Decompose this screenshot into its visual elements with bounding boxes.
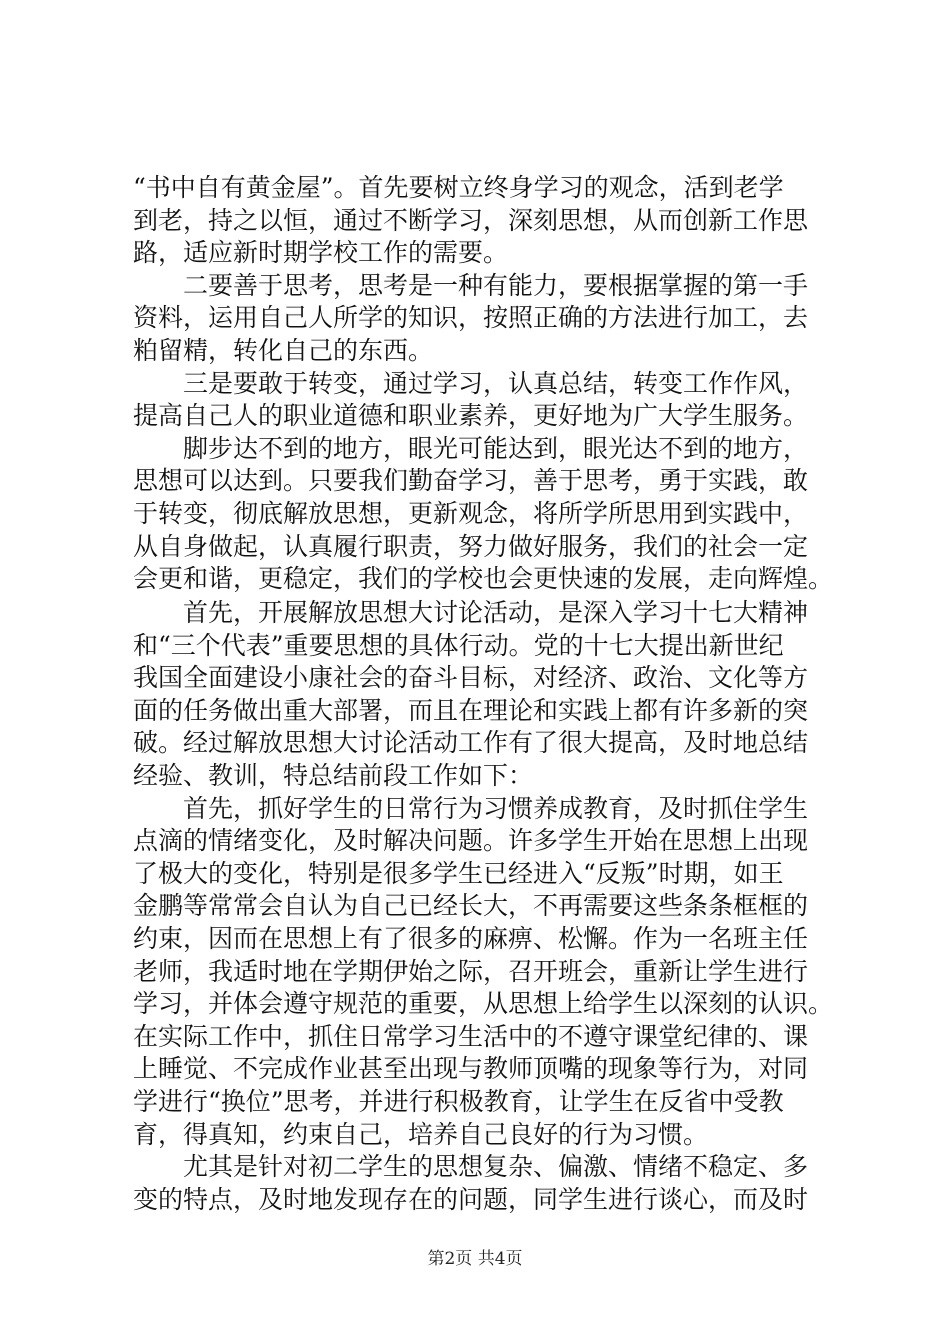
text-line: 于转变，彻底解放思想，更新观念，将所学所思用到实践中， [133,498,809,528]
text-line: 上睡觉、不完成作业甚至出现与教师顶嘴的现象等行为，对同 [133,1054,809,1084]
text-line: 老师，我适时地在学期伊始之际，召开班会，重新让学生进行 [133,956,809,986]
text-line: 了极大的变化，特别是很多学生已经进入“反叛”时期，如王 [133,858,784,888]
page-number-footer: 第2页 共4页 [427,1249,523,1269]
text-line: 学进行“换位”思考，并进行积极教育，让学生在反省中受教 [133,1086,784,1116]
text-line: 点滴的情绪变化，及时解决问题。许多学生开始在思想上出现 [133,826,809,856]
text-line: 和“三个代表”重要思想的具体行动。党的十七大提出新世纪 [133,630,784,660]
text-line: 育，得真知，约束自己，培养自己良好的行为习惯。 [133,1119,709,1149]
text-line: “书中自有黄金屋”。首先要树立终身学习的观念，活到老学 [133,173,784,202]
text-line: 金鹏等常常会自认为自己已经长大，不再需要这些条条框框的 [133,891,809,921]
text-line: 到老，持之以恒，通过不断学习，深刻思想，从而创新工作思 [133,205,809,235]
text-line: 首先，抓好学生的日常行为习惯养成教育，及时抓住学生 [183,793,809,823]
text-line: 粕留精，转化自己的东西。 [133,335,434,365]
text-line: 学习，并体会遵守规范的重要，从思想上给学生以深刻的认识。 [133,989,834,1019]
text-line: 路，适应新时期学校工作的需要。 [133,238,509,268]
text-line: 思想可以达到。只要我们勤奋学习，善于思考，勇于实践，敢 [133,466,809,496]
text-line: 约束，因而在思想上有了很多的麻痹、松懈。作为一名班主任 [133,923,809,953]
text-line: 经验、教训，特总结前段工作如下： [133,760,534,790]
text-line: 我国全面建设小康社会的奋斗目标，对经济、政治、文化等方 [133,663,809,693]
text-line: 在实际工作中，抓住日常学习生活中的不遵守课堂纪律的、课 [133,1021,809,1051]
text-line: 会更和谐，更稳定，我们的学校也会更快速的发展，走向辉煌。 [133,564,834,594]
section-1-text [133,172,833,596]
text-line: 尤其是针对初二学生的思想复杂、偏激、情绪不稳定、多 [183,1152,809,1182]
text-line: 从自身做起，认真履行职责，努力做好服务，我们的社会一定 [133,531,809,561]
text-line: 三是要敢于转变，通过学习，认真总结，转变工作作风， [183,368,809,398]
text-line: 资料，运用自己人所学的知识，按照正确的方法进行加工，去 [133,303,809,333]
text-line: 破。经过解放思想大讨论活动工作有了很大提高，及时地总结 [133,728,809,758]
text-line: 二要善于思考，思考是一种有能力，要根据掌握的第一手 [183,270,809,300]
text-line: 变的特点，及时地发现存在的问题，同学生进行谈心，而及时 [133,1184,809,1214]
text-line: 面的任务做出重大部署，而且在理论和实践上都有许多新的突 [133,695,809,725]
text-line: 提高自己人的职业道德和职业素养，更好地为广大学生服务。 [133,401,809,431]
text-line: 首先，开展解放思想大讨论活动，是深入学习十七大精神 [183,598,809,627]
text-line: 脚步达不到的地方，眼光可能达到，眼光达不到的地方， [183,433,809,463]
section-2-text [133,597,833,1216]
